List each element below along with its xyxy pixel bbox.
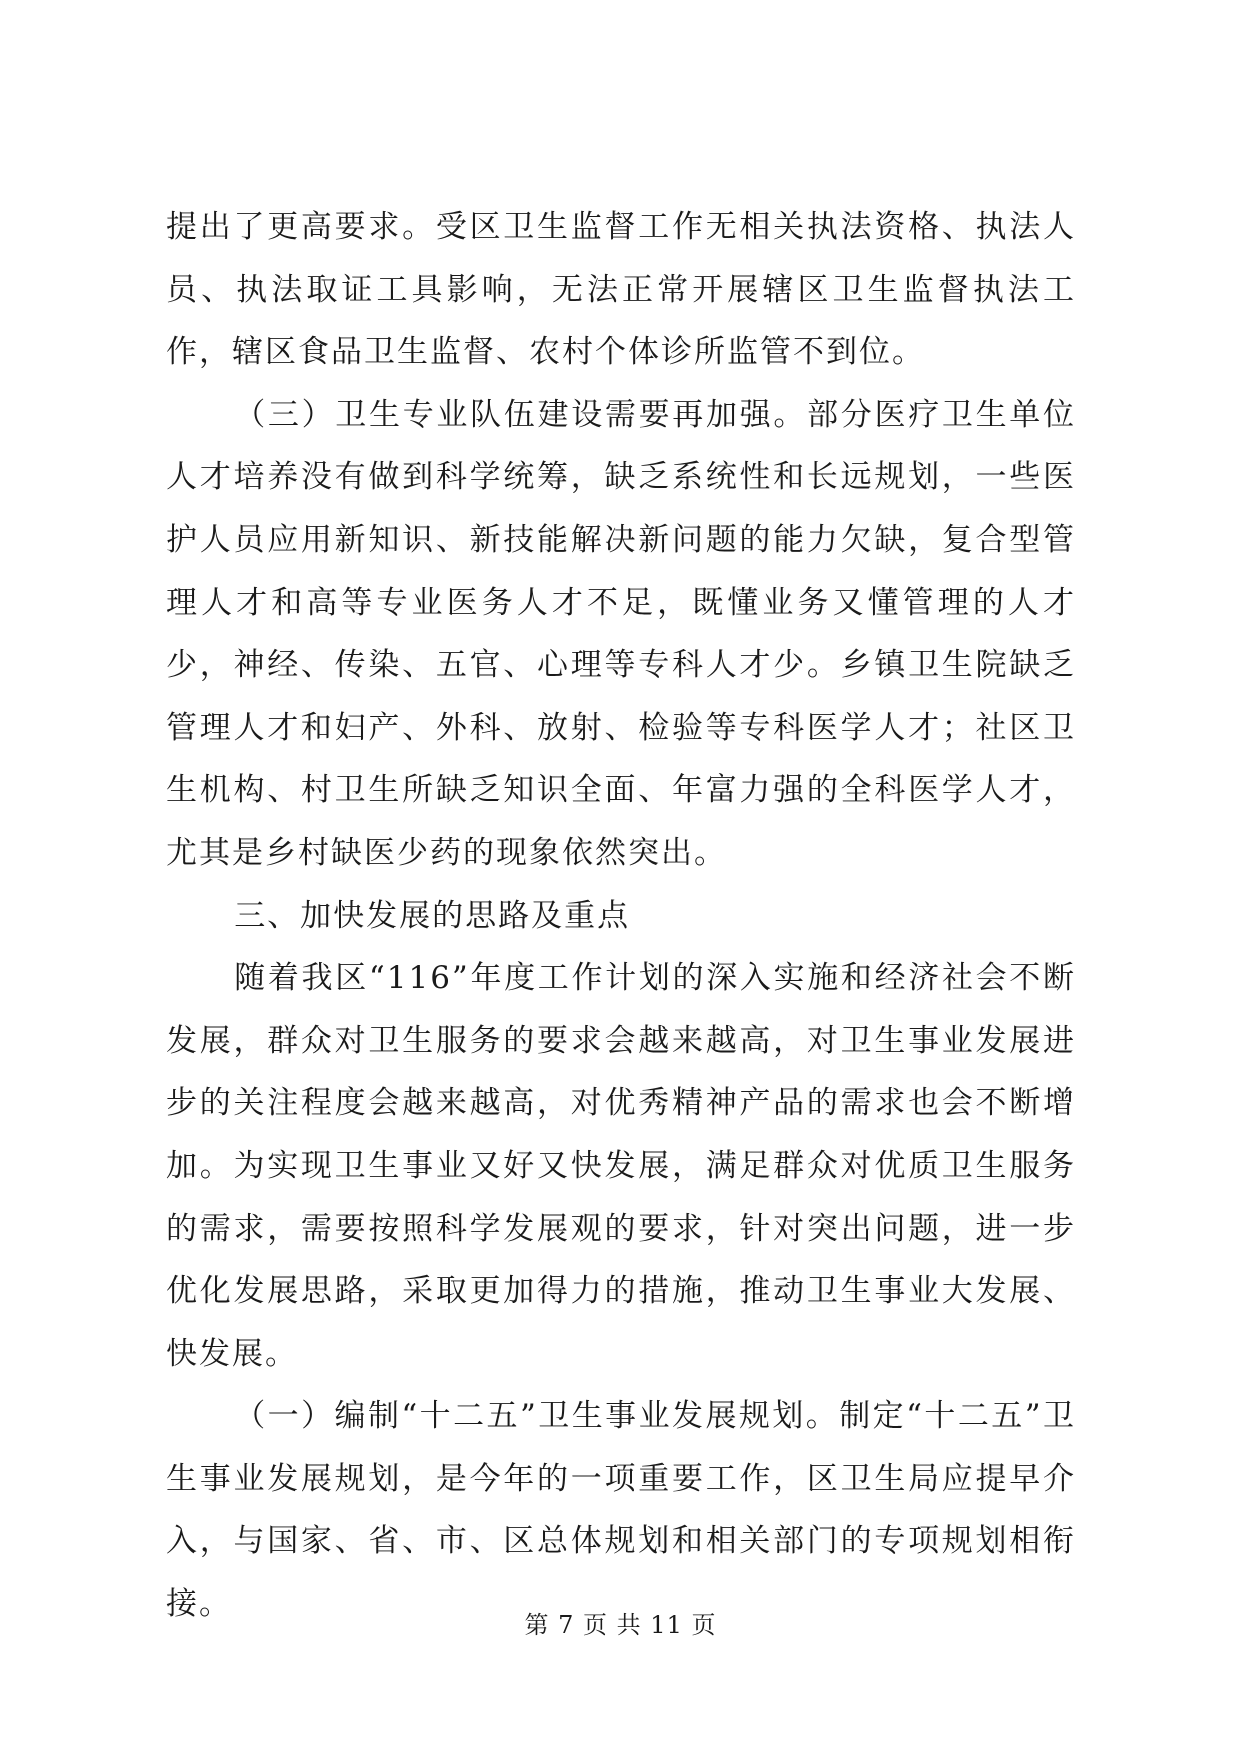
paragraph-development-overview: 随着我区“116”年度工作计划的深入实施和经济社会不断发展，群众对卫生服务的要求会越来越高，对卫生事业发展进步的关注程度会越来越高，对优秀精神产品的需求也会不断增加。为实现卫生事业又好又快发展，满足群众对优质卫生服务的需求，需要按照科学发展观的要求，针对突出问题，进一步优化发展思路，采取更加得力的措施，推动卫生事业大发展、快发展。 <box>166 960 1076 1372</box>
paragraph-five-year-plan: （一）编制“十二五”卫生事业发展规划。制定“十二五”卫生事业发展规划，是今年的一项重要工作，区卫生局应提早介入，与国家、省、市、区总体规划和相关部门的专项规划相衔接。 <box>166 1398 1076 1623</box>
paragraph-continuation: 提出了更高要求。受区卫生监督工作无相关执法资格、执法人员、执法取证工具影响，无法正常开展辖区卫生监督执法工作，辖区食品卫生监督、农村个体诊所监管不到位。 <box>166 209 1076 371</box>
document-body <box>166 196 1076 1636</box>
page-number-footer: 第 7 页 共 11 页 <box>524 1611 717 1639</box>
paragraph-section-three-team: （三）卫生专业队伍建设需要再加强。部分医疗卫生单位人才培养没有做到科学统筹，缺乏系统性和长远规划，一些医护人员应用新知识、新技能解决新问题的能力欠缺，复合型管理人才和高等专业医务人才不足，既懂业务又懂管理的人才少，神经、传染、五官、心理等专科人才少。乡镇卫生院缺乏管理人才和妇产、外科、放射、检验等专科医学人才；社区卫生机构、村卫生所缺乏知识全面、年富力强的全科医学人才，尤其是乡村缺医少药的现象依然突出。 <box>166 396 1076 871</box>
section-heading: 三、加快发展的思路及重点 <box>234 897 631 934</box>
